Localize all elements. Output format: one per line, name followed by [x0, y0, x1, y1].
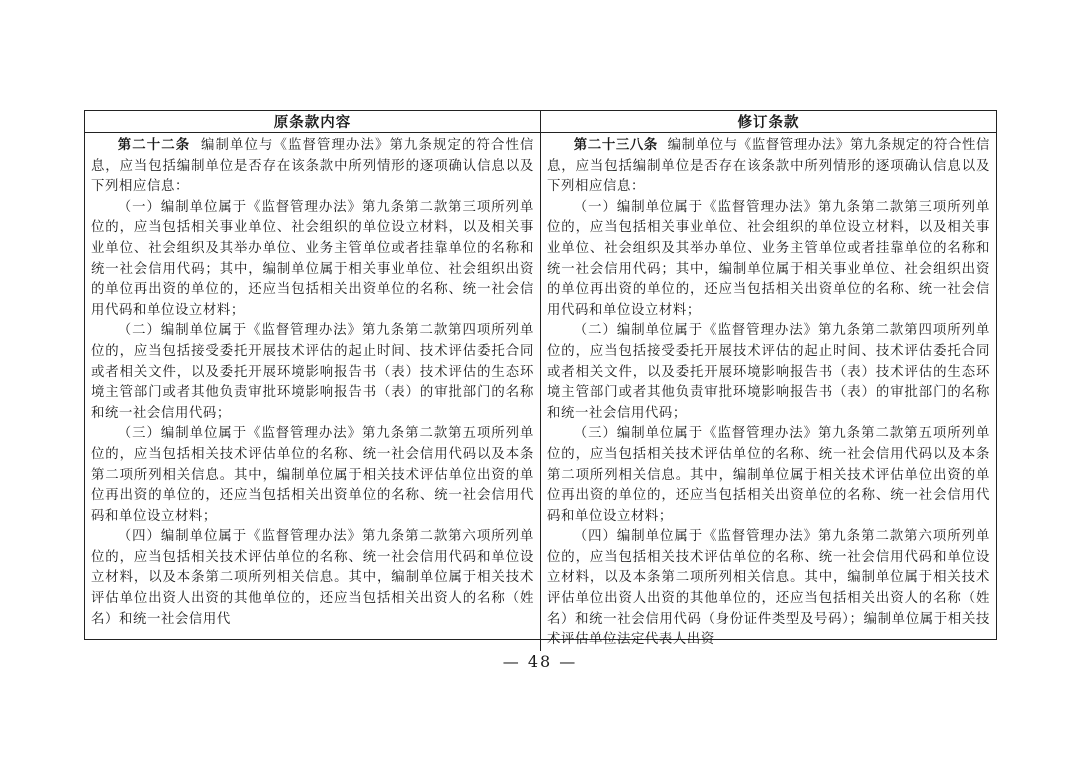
- revised-intro-text: 编制单位与《监督管理办法》第九条规定的符合性信息，应当包括编制单位是否存在该条款中所列情形的逐项确认信息以及下列相应信息：: [547, 138, 990, 195]
- revised-clause-column: [541, 133, 996, 651]
- header-original: 原条款内容: [85, 111, 541, 132]
- revised-item-2: （二）编制单位属于《监督管理办法》第九条第二款第四项所列单位的，应当包括接受委托开展技术评估的起止时间、技术评估委托合同或者相关文件，以及委托开展环境影响报告书（表）技术评估的生态环境主管部门或者其他负责审批环境影响报告书（表）的审批部门的名称和统一社会信用代码；: [547, 323, 990, 421]
- header-revised: 修订条款: [737, 114, 800, 131]
- table-body-row: [85, 133, 996, 651]
- original-item-3: （三）编制单位属于《监督管理办法》第九条第二款第五项所列单位的，应当包括相关技术评估单位的名称、统一社会信用代码以及本条第二项所列相关信息。其中，编制单位属于相关技术评估单位出资的单位再出资的单位的，还应当包括相关出资单位的名称、统一社会信用代码和单位设立材料；: [91, 426, 534, 524]
- original-intro-text: 编制单位与《监督管理办法》第九条规定的符合性信息，应当包括编制单位是否存在该条款中所列情形的逐项确认信息以及下列相应信息：: [91, 138, 534, 195]
- original-item-1: （一）编制单位属于《监督管理办法》第九条第二款第三项所列单位的，应当包括相关事业单位、社会组织的单位设立材料，以及相关事业单位、社会组织及其举办单位、业务主管单位或者挂靠单位的名称和统一社会信用代码；其中，编制单位属于相关事业单位、社会组织出资的单位再出资的单位的，还应当包括相关出资单位的名称、统一社会信用代码和单位设立材料；: [91, 199, 534, 318]
- revised-item-3: （三）编制单位属于《监督管理办法》第九条第二款第五项所列单位的，应当包括相关技术评估单位的名称、统一社会信用代码以及本条第二项所列相关信息。其中，编制单位属于相关技术评估单位出资的单位再出资的单位的，还应当包括相关出资单位的名称、统一社会信用代码和单位设立材料；: [547, 426, 990, 524]
- revised-article-number: 第二十三八条: [573, 137, 658, 153]
- original-clause-column: [85, 133, 541, 651]
- table-header-row: [85, 111, 996, 133]
- original-item-4: （四）编制单位属于《监督管理办法》第九条第二款第六项所列单位的，应当包括相关技术评估单位的名称、统一社会信用代码和单位设立材料，以及本条第二项所列相关信息。其中，编制单位属于相关技术评估单位出资人出资的其他单位的，还应当包括相关出资人的名称（姓名）和统一社会信用代: [91, 529, 534, 627]
- original-article-number: 第二十二条: [117, 137, 191, 153]
- page-number: — 48 —: [502, 652, 578, 671]
- revised-item-4: （四）编制单位属于《监督管理办法》第九条第二款第六项所列单位的，应当包括相关技术评估单位的名称、统一社会信用代码和单位设立材料，以及本条第二项所列相关信息。其中，编制单位属于相关技术评估单位出资人出资的其他单位的，还应当包括相关出资人的名称（姓名）和统一社会信用代码（身份证件类型及号码）；编制单位属于相关技术评估单位法定代表人出资: [547, 529, 990, 648]
- original-article-intro: [91, 135, 534, 198]
- revised-item-1: （一）编制单位属于《监督管理办法》第九条第二款第三项所列单位的，应当包括相关事业单位、社会组织的单位设立材料，以及相关事业单位、社会组织及其举办单位、业务主管单位或者挂靠单位的名称和统一社会信用代码；其中，编制单位属于相关事业单位、社会组织出资的单位再出资的单位的，还应当包括相关出资单位的名称、统一社会信用代码和单位设立材料；: [547, 199, 990, 318]
- comparison-table: [84, 110, 997, 648]
- original-item-2: （二）编制单位属于《监督管理办法》第九条第二款第四项所列单位的，应当包括接受委托开展技术评估的起止时间、技术评估委托合同或者相关文件，以及委托开展环境影响报告书（表）技术评估的生态环境主管部门或者其他负责审批环境影响报告书（表）的审批部门的名称和统一社会信用代码；: [91, 323, 534, 421]
- revised-article-intro: [547, 135, 990, 198]
